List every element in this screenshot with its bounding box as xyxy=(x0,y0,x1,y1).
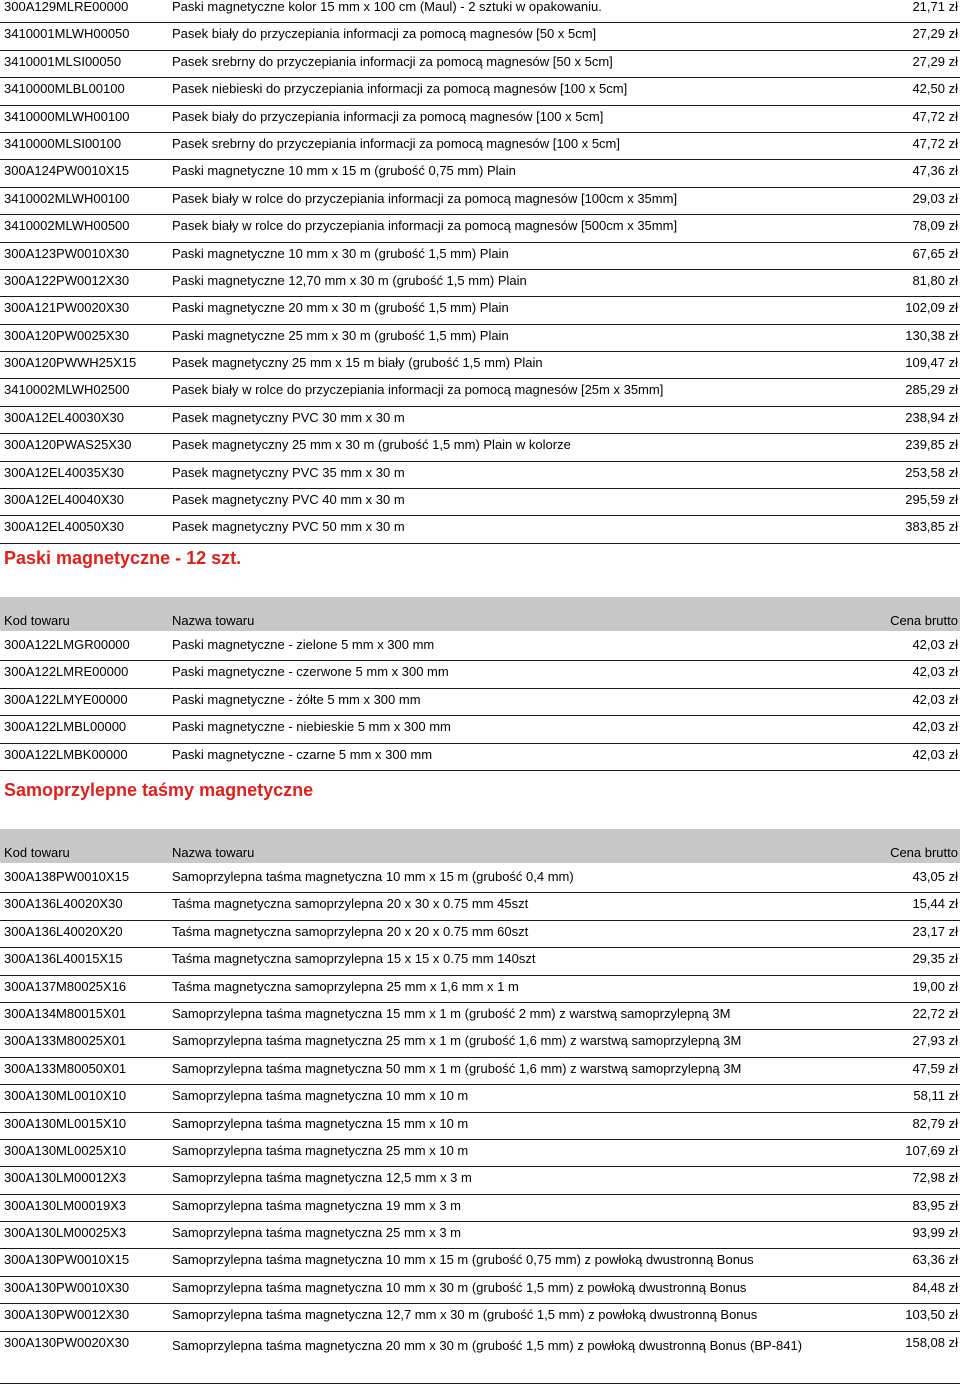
cell-price: 42,03 zł xyxy=(912,719,958,735)
table-row xyxy=(0,1113,960,1140)
cell-name: Paski magnetyczne - czerwone 5 mm x 300 mm xyxy=(172,664,449,680)
cell-code: 300A134M80015X01 xyxy=(4,1005,127,1021)
cell-name: Pasek niebieski do przyczepiania informacji za pomocą magnesów [100 x 5cm] xyxy=(172,81,628,97)
cell-price: 42,03 zł xyxy=(912,746,958,762)
table-row xyxy=(0,1304,960,1331)
table-row xyxy=(0,1195,960,1222)
cell-name: Pasek magnetyczny PVC 50 mm x 30 m xyxy=(172,519,405,535)
table-row xyxy=(0,1332,960,1384)
cell-name: Taśma magnetyczna samoprzylepna 20 x 20 x 0.75 mm 60szt xyxy=(172,923,529,939)
cell-code: 300A133M80025X01 xyxy=(4,1033,127,1049)
cell-price: 383,85 zł xyxy=(905,519,958,535)
table-row xyxy=(0,51,960,78)
table-row xyxy=(0,716,960,743)
table-row xyxy=(0,352,960,379)
cell-code: 300A12EL40050X30 xyxy=(4,519,125,535)
table-row xyxy=(0,921,960,948)
table-row xyxy=(0,106,960,133)
cell-code: 300A122PW0012X30 xyxy=(4,272,130,288)
cell-name: Samoprzylepna taśma magnetyczna 10 mm x 15 m (grubość 0,75 mm) z powłoką dwustronną Bonus xyxy=(172,1252,754,1268)
cell-price: 238,94 zł xyxy=(905,409,958,425)
cell-name: Samoprzylepna taśma magnetyczna 25 mm x 3 m xyxy=(172,1225,462,1241)
table-row xyxy=(0,976,960,1003)
cell-code: 3410001MLWH00050 xyxy=(4,26,130,42)
cell-name: Samoprzylepna taśma magnetyczna 12,7 mm x 30 m (grubość 1,5 mm) z powłoką dwustronną Bonus xyxy=(172,1307,758,1323)
cell-code: 300A124PW0010X15 xyxy=(4,163,130,179)
cell-price: 107,69 zł xyxy=(905,1142,958,1158)
table-row xyxy=(0,1277,960,1304)
cell-price: 42,50 zł xyxy=(912,81,958,97)
table-row xyxy=(0,489,960,516)
cell-name: Samoprzylepna taśma magnetyczna 19 mm x 3 m xyxy=(172,1197,462,1213)
cell-name: Pasek magnetyczny PVC 30 mm x 30 m xyxy=(172,409,405,425)
cell-price: 42,03 zł xyxy=(912,637,958,652)
cell-name: Pasek biały w rolce do przyczepiania informacji za pomocą magnesów [500cm x 35mm] xyxy=(172,218,678,234)
table-row xyxy=(0,1058,960,1085)
cell-code: 300A136L40015X15 xyxy=(4,951,123,967)
cell-code: 300A120PW0025X30 xyxy=(4,327,130,343)
table-row xyxy=(0,0,960,23)
cell-code: 300A129MLRE00000 xyxy=(4,0,129,14)
table-row xyxy=(0,270,960,297)
table-row xyxy=(0,434,960,461)
table-row xyxy=(0,893,960,920)
cell-code: 300A122LMYE00000 xyxy=(4,691,128,707)
cell-code: 300A130PW0020X30 xyxy=(4,1334,130,1350)
cell-price: 47,72 zł xyxy=(912,135,958,151)
cell-price: 58,11 zł xyxy=(913,1088,958,1104)
table-row xyxy=(0,1222,960,1249)
cell-code: 300A130ML0015X10 xyxy=(4,1115,127,1131)
cell-code: 300A138PW0010X15 xyxy=(4,869,130,884)
cell-price: 27,29 zł xyxy=(912,26,958,42)
cell-code: 300A130ML0010X10 xyxy=(4,1088,127,1104)
cell-code: 3410001MLSI00050 xyxy=(4,53,122,69)
table-row xyxy=(0,634,960,661)
cell-code: 3410002MLWH00100 xyxy=(4,190,130,206)
cell-code: 300A130LM00019X3 xyxy=(4,1197,127,1213)
cell-name: Paski magnetyczne - żółte 5 mm x 300 mm xyxy=(172,691,421,707)
header-code: Kod towaru xyxy=(4,613,70,628)
cell-price: 22,72 zł xyxy=(912,1005,958,1021)
cell-price: 15,44 zł xyxy=(912,896,958,912)
cell-code: 300A137M80025X16 xyxy=(4,978,127,994)
cell-name: Samoprzylepna taśma magnetyczna 10 mm x 10 m xyxy=(172,1088,469,1104)
cell-price: 43,05 zł xyxy=(912,869,958,884)
cell-price: 27,93 zł xyxy=(912,1033,958,1049)
cell-code: 300A120PWAS25X30 xyxy=(4,437,132,453)
table-header xyxy=(0,597,960,631)
cell-price: 285,29 zł xyxy=(905,382,958,398)
cell-code: 300A130LM00012X3 xyxy=(4,1170,127,1186)
cell-code: 300A130PW0010X30 xyxy=(4,1279,130,1295)
cell-name: Pasek magnetyczny PVC 35 mm x 30 m xyxy=(172,464,405,480)
cell-name: Samoprzylepna taśma magnetyczna 25 mm x 10 m xyxy=(172,1142,469,1158)
table-row xyxy=(0,78,960,105)
cell-name: Paski magnetyczne 10 mm x 15 m (grubość 0,75 mm) Plain xyxy=(172,163,516,179)
cell-name: Paski magnetyczne 12,70 mm x 30 m (grubość 1,5 mm) Plain xyxy=(172,272,527,288)
table-row xyxy=(0,689,960,716)
table-row xyxy=(0,215,960,242)
table-row xyxy=(0,133,960,160)
cell-code: 3410000MLWH00100 xyxy=(4,108,130,124)
cell-price: 63,36 zł xyxy=(912,1252,958,1268)
cell-name: Taśma magnetyczna samoprzylepna 20 x 30 x 0.75 mm 45szt xyxy=(172,896,529,912)
cell-price: 239,85 zł xyxy=(905,437,958,453)
cell-code: 3410002MLWH02500 xyxy=(4,382,130,398)
table-row xyxy=(0,325,960,352)
cell-name: Paski magnetyczne - zielone 5 mm x 300 mm xyxy=(172,637,435,652)
section-title-samoprzylepne: Samoprzylepne taśmy magnetyczne xyxy=(4,780,314,800)
cell-name: Samoprzylepna taśma magnetyczna 15 mm x 1 m (grubość 2 mm) z warstwą samoprzylepną 3M xyxy=(172,1005,731,1021)
table-row xyxy=(0,297,960,324)
cell-code: 300A133M80050X01 xyxy=(4,1060,127,1076)
cell-code: 300A122LMBL00000 xyxy=(4,719,127,735)
table-row xyxy=(0,160,960,187)
table-row xyxy=(0,23,960,50)
cell-price: 21,71 zł xyxy=(912,0,958,14)
cell-price: 295,59 zł xyxy=(905,492,958,508)
cell-code: 300A123PW0010X30 xyxy=(4,245,130,261)
cell-price: 81,80 zł xyxy=(912,272,958,288)
cell-code: 3410000MLSI00100 xyxy=(4,135,122,151)
table-row xyxy=(0,243,960,270)
cell-code: 300A122LMBK00000 xyxy=(4,746,128,762)
cell-code: 3410000MLBL00100 xyxy=(4,81,125,97)
cell-name: Pasek srebrny do przyczepiania informacji za pomocą magnesów [100 x 5cm] xyxy=(172,135,620,151)
cell-name: Pasek biały w rolce do przyczepiania informacji za pomocą magnesów [100cm x 35mm] xyxy=(172,190,678,206)
cell-name: Paski magnetyczne - niebieskie 5 mm x 300 mm xyxy=(172,719,451,735)
cell-code: 300A12EL40040X30 xyxy=(4,492,125,508)
table-row xyxy=(0,1085,960,1112)
cell-code: 300A136L40020X30 xyxy=(4,896,123,912)
cell-name: Samoprzylepna taśma magnetyczna 10 mm x 15 m (grubość 0,4 mm) xyxy=(172,869,574,884)
cell-price: 103,50 zł xyxy=(905,1307,958,1323)
table-row xyxy=(0,407,960,434)
cell-code: 300A130ML0025X10 xyxy=(4,1142,127,1158)
cell-price: 23,17 zł xyxy=(912,923,958,939)
cell-name: Pasek biały do przyczepiania informacji za pomocą magnesów [100 x 5cm] xyxy=(172,108,604,124)
cell-code: 300A121PW0020X30 xyxy=(4,300,130,316)
product-table-samoprzylepne xyxy=(0,866,960,1384)
table-row xyxy=(0,744,960,771)
cell-price: 78,09 zł xyxy=(912,218,958,234)
cell-name: Pasek magnetyczny PVC 40 mm x 30 m xyxy=(172,492,405,508)
cell-price: 47,59 zł xyxy=(912,1060,958,1076)
cell-name: Samoprzylepna taśma magnetyczna 25 mm x 1 m (grubość 1,6 mm) z warstwą samoprzylepną 3M xyxy=(172,1033,742,1049)
table-row xyxy=(0,1249,960,1276)
cell-code: 300A130PW0012X30 xyxy=(4,1307,130,1323)
cell-name: Samoprzylepna taśma magnetyczna 10 mm x 30 m (grubość 1,5 mm) z powłoką dwustronną Bonus xyxy=(172,1279,747,1295)
cell-price: 27,29 zł xyxy=(912,53,958,69)
header-name: Nazwa towaru xyxy=(172,845,255,860)
table-row xyxy=(0,1003,960,1030)
section-title-paski: Paski magnetyczne - 12 szt. xyxy=(4,548,242,568)
cell-code: 300A12EL40035X30 xyxy=(4,464,125,480)
table-row xyxy=(0,661,960,688)
table-row xyxy=(0,1030,960,1057)
cell-name: Pasek magnetyczny 25 mm x 15 m biały (grubość 1,5 mm) Plain xyxy=(172,355,543,371)
table-row xyxy=(0,948,960,975)
cell-name: Samoprzylepna taśma magnetyczna 50 mm x 1 m (grubość 1,6 mm) z warstwą samoprzylepną 3M xyxy=(172,1060,742,1076)
cell-price: 109,47 zł xyxy=(905,355,958,371)
cell-code: 300A136L40020X20 xyxy=(4,923,123,939)
header-price: Cena brutto xyxy=(890,613,958,628)
cell-price: 72,98 zł xyxy=(912,1170,958,1186)
table-row xyxy=(0,462,960,489)
cell-name: Paski magnetyczne 25 mm x 30 m (grubość 1,5 mm) Plain xyxy=(172,327,509,343)
cell-name: Paski magnetyczne kolor 15 mm x 100 cm (Maul) - 2 sztuki w opakowaniu. xyxy=(172,0,602,14)
header-code: Kod towaru xyxy=(4,845,70,860)
cell-code: 300A130PW0010X15 xyxy=(4,1252,130,1268)
cell-name: Taśma magnetyczna samoprzylepna 15 x 15 x 0.75 mm 140szt xyxy=(172,951,536,967)
cell-price: 19,00 zł xyxy=(912,978,958,994)
cell-code: 300A122LMGR00000 xyxy=(4,637,130,652)
cell-name: Samoprzylepna taśma magnetyczna 12,5 mm x 3 m xyxy=(172,1170,472,1186)
cell-price: 158,08 zł xyxy=(905,1334,958,1350)
cell-code: 300A120PWWH25X15 xyxy=(4,355,137,371)
product-table-continued xyxy=(0,0,960,544)
table-row xyxy=(0,379,960,406)
cell-name: Paski magnetyczne 20 mm x 30 m (grubość 1,5 mm) Plain xyxy=(172,300,509,316)
cell-price: 84,48 zł xyxy=(912,1279,958,1295)
cell-name: Paski magnetyczne - czarne 5 mm x 300 mm xyxy=(172,746,433,762)
cell-price: 102,09 zł xyxy=(905,300,958,316)
cell-price: 93,99 zł xyxy=(912,1225,958,1241)
cell-code: 300A130LM00025X3 xyxy=(4,1225,127,1241)
cell-name: Samoprzylepna taśma magnetyczna 20 mm x 30 m (grubość 1,5 mm) z powłoką dwustronną Bonus (BP-841) xyxy=(172,1337,803,1353)
cell-price: 47,36 zł xyxy=(912,163,958,179)
header-name: Nazwa towaru xyxy=(172,613,255,628)
header-price: Cena brutto xyxy=(890,845,958,860)
cell-price: 29,03 zł xyxy=(912,190,958,206)
cell-price: 130,38 zł xyxy=(905,327,958,343)
cell-code: 3410002MLWH00500 xyxy=(4,218,130,234)
cell-price: 67,65 zł xyxy=(912,245,958,261)
table-row xyxy=(0,516,960,543)
table-row xyxy=(0,1140,960,1167)
cell-price: 42,03 zł xyxy=(912,664,958,680)
cell-price: 29,35 zł xyxy=(912,951,958,967)
table-row xyxy=(0,188,960,215)
cell-price: 253,58 zł xyxy=(905,464,958,480)
cell-price: 83,95 zł xyxy=(912,1197,958,1213)
cell-code: 300A122LMRE00000 xyxy=(4,664,129,680)
table-row xyxy=(0,866,960,893)
cell-price: 42,03 zł xyxy=(912,691,958,707)
cell-price: 82,79 zł xyxy=(912,1115,958,1131)
table-header xyxy=(0,829,960,863)
cell-name: Pasek magnetyczny 25 mm x 30 m (grubość 1,5 mm) Plain w kolorze xyxy=(172,437,571,453)
cell-name: Samoprzylepna taśma magnetyczna 15 mm x 10 m xyxy=(172,1115,469,1131)
cell-name: Paski magnetyczne 10 mm x 30 m (grubość 1,5 mm) Plain xyxy=(172,245,509,261)
cell-name: Taśma magnetyczna samoprzylepna 25 mm x 1,6 mm x 1 m xyxy=(172,978,519,994)
cell-name: Pasek srebrny do przyczepiania informacji za pomocą magnesów [50 x 5cm] xyxy=(172,53,613,69)
product-table-paski xyxy=(0,634,960,771)
table-row xyxy=(0,1167,960,1194)
cell-name: Pasek biały w rolce do przyczepiania informacji za pomocą magnesów [25m x 35mm] xyxy=(172,382,664,398)
cell-price: 47,72 zł xyxy=(912,108,958,124)
cell-name: Pasek biały do przyczepiania informacji za pomocą magnesów [50 x 5cm] xyxy=(172,26,597,42)
cell-code: 300A12EL40030X30 xyxy=(4,409,125,425)
